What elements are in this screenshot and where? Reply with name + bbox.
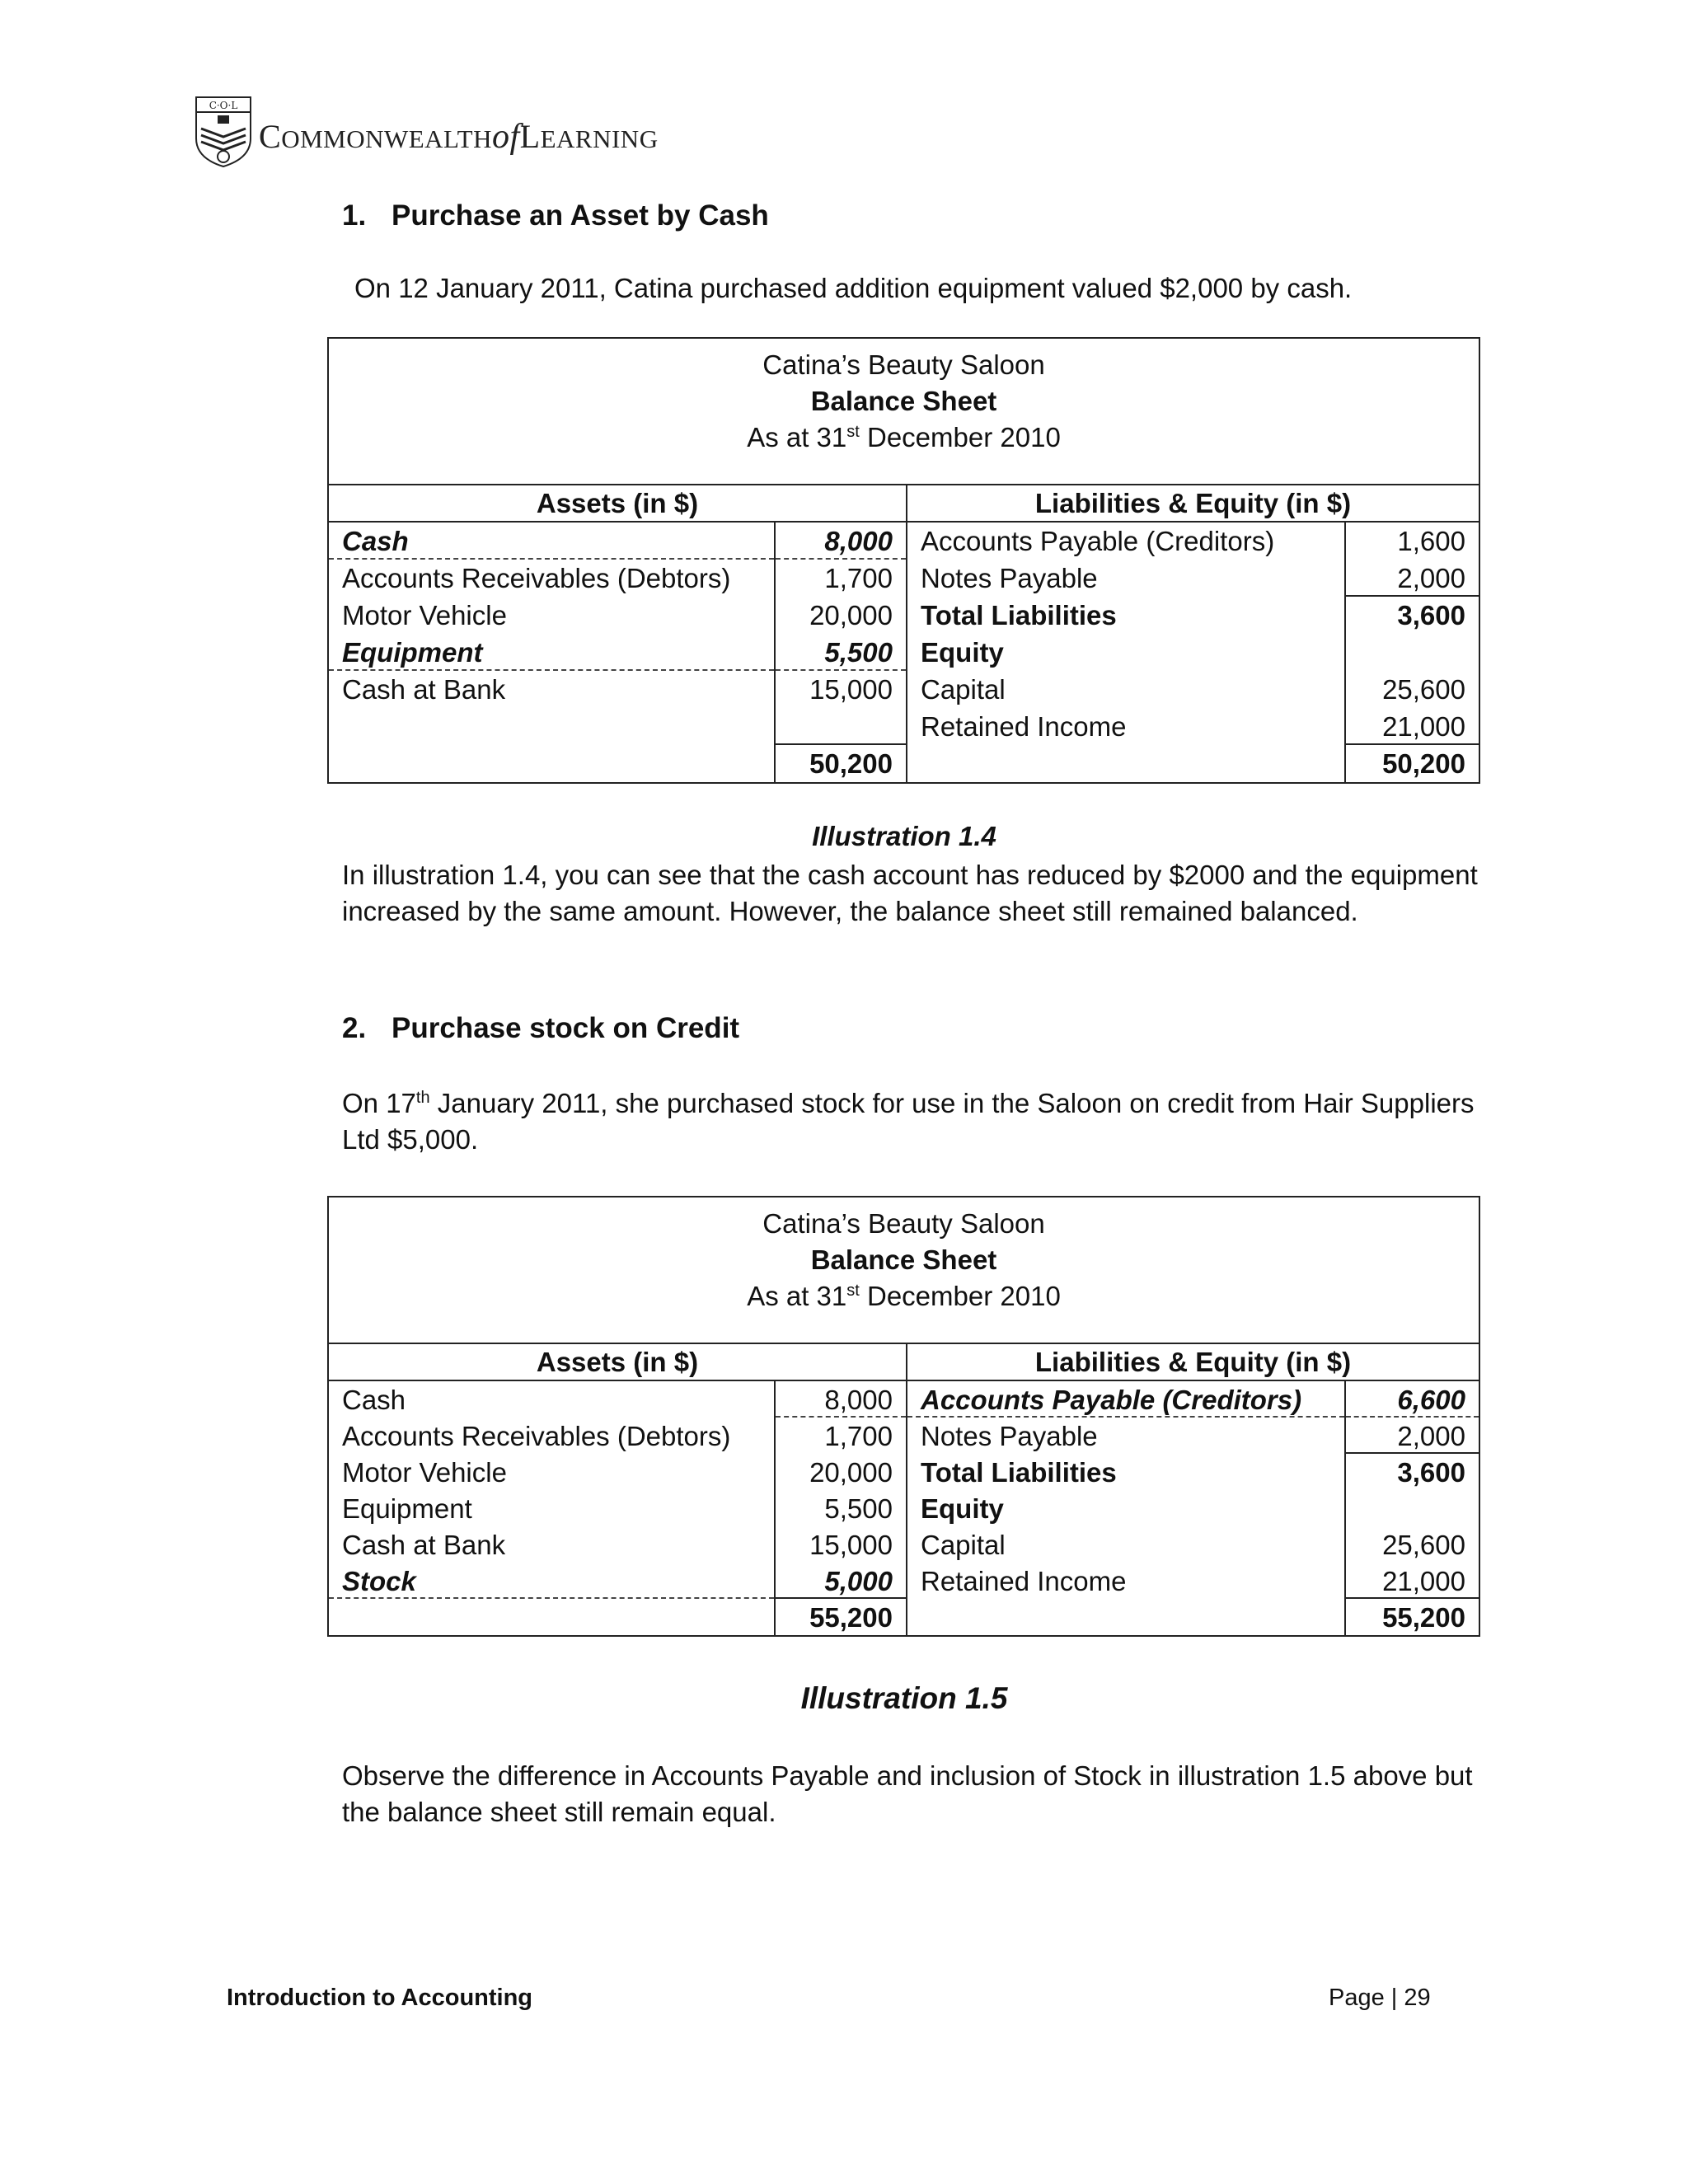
asset-label: Cash at Bank [342,1530,506,1560]
asset-value: 5,000 [776,1563,906,1599]
balance-sheet-2 [327,1196,1480,1637]
illustration-2-text: Observe the difference in Accounts Payable and inclusion of Stock in illustration 1.5 above but the balance sheet still remain equal. [342,1760,1473,1827]
liabilities-header: Liabilities & Equity (in $) [1034,1347,1352,1377]
sheet-2-header-row [329,1344,1479,1381]
liability-value: 21,000 [1346,1563,1479,1599]
liability-value [1346,1490,1479,1526]
logo-badge: C·O·L [209,100,238,111]
asset-label: Equipment [329,634,774,671]
assets-header: Assets (in $) [329,1344,907,1380]
asset-label: Motor Vehicle [342,600,507,630]
asset-label: Cash [342,1385,406,1415]
liabilities-labels [907,523,1344,782]
liabilities-total: 55,200 [1382,1602,1465,1633]
liability-value: 2,000 [1346,560,1479,597]
liabilities-header: Liabilities & Equity (in $) [1034,488,1352,518]
liabilities-values [1344,1381,1479,1635]
sheet-1-title-block [329,339,1479,485]
footer-course-title: Introduction to Accounting [227,1985,533,2011]
asset-label: Motor Vehicle [342,1457,507,1488]
liability-value: 25,600 [1382,1530,1465,1560]
asset-value: 5,500 [824,1493,893,1524]
section-1-intro: On 12 January 2011, Catina purchased addition equipment valued $2,000 by cash. [354,273,1353,303]
liability-label: Capital [921,674,1006,705]
liability-label: Equity [921,1493,1004,1524]
asset-label: Cash [329,523,774,560]
company-name: Catina’s Beauty Saloon [762,1208,1045,1239]
sheet-2-title-block [329,1197,1479,1344]
section-2-intro: On 17th January 2011, she purchased stock for use in the Saloon on credit from Hair Suppliers Ltd $5,000. [342,1088,1475,1155]
liability-label: Equity [921,637,1004,668]
asset-label: Accounts Receivables (Debtors) [342,563,731,593]
liability-label: Capital [921,1530,1006,1560]
shield-crest-icon [195,96,252,168]
section-2-heading: 2. Purchase stock on Credit [342,1012,740,1044]
liability-value: 1,600 [1397,526,1465,556]
asset-value: 20,000 [809,1457,893,1488]
asset-label: Accounts Receivables (Debtors) [342,1421,731,1451]
asset-label: Stock [329,1563,774,1599]
liability-label: Accounts Payable (Creditors) [907,1381,1344,1418]
liability-label: Retained Income [921,711,1127,742]
illustration-2-caption: Illustration 1.5 [800,1681,1008,1715]
liability-label: Retained Income [921,1566,1127,1596]
section-1-heading: 1. Purchase an Asset by Cash [342,199,769,232]
company-name: Catina’s Beauty Saloon [762,349,1045,380]
asset-value: 15,000 [809,674,893,705]
liability-value: 2,000 [1346,1418,1479,1454]
illustration-1-caption: Illustration 1.4 [812,821,996,851]
asset-label: Equipment [342,1493,472,1524]
sheet-title: Balance Sheet [810,386,997,416]
liability-label: Accounts Payable (Creditors) [921,526,1275,556]
asset-value: 8,000 [776,523,906,560]
asset-value: 5,500 [776,634,906,671]
asset-value: 1,700 [824,1421,893,1451]
sheet-date: As at 31st December 2010 [747,422,1061,452]
assets-header: Assets (in $) [329,485,907,521]
liability-label: Total Liabilities [921,600,1117,630]
col-logo [195,96,689,170]
liability-label: Total Liabilities [921,1457,1117,1488]
asset-value: 1,700 [824,563,893,593]
sheet-title: Balance Sheet [810,1244,997,1275]
footer-page-number: Page | 29 [1329,1985,1431,2011]
logo-wordmark: COMMONWEALTHofLEARNING [259,118,659,156]
asset-value: 8,000 [776,1381,906,1418]
liabilities-total: 50,200 [1382,748,1465,779]
liability-value: 21,000 [1346,708,1479,745]
asset-value: 20,000 [809,600,893,630]
liabilities-labels [907,1381,1344,1635]
balance-sheet-1 [327,337,1480,784]
sheet-date: As at 31st December 2010 [747,1281,1061,1311]
assets-total: 55,200 [809,1602,893,1633]
assets-values [774,523,907,782]
liability-value: 3,600 [1397,600,1465,630]
liability-value: 6,600 [1346,1381,1479,1418]
assets-values [774,1381,907,1635]
liability-value: 3,600 [1397,1457,1465,1488]
asset-label: Cash at Bank [342,674,506,705]
assets-labels [329,523,774,782]
sheet-1-header-row [329,485,1479,523]
liability-label: Notes Payable [921,1421,1098,1451]
illustration-1-text: In illustration 1.4, you can see that the cash account has reduced by $2000 and the equipment increased by the same amount. However, the balance sheet still remained balanced. [342,860,1478,926]
assets-total: 50,200 [809,748,893,779]
asset-value: 15,000 [809,1530,893,1560]
liability-value: 25,600 [1382,674,1465,705]
assets-labels [329,1381,774,1635]
liability-value [1346,634,1479,671]
liabilities-values [1344,523,1479,782]
liability-label: Notes Payable [921,563,1098,593]
